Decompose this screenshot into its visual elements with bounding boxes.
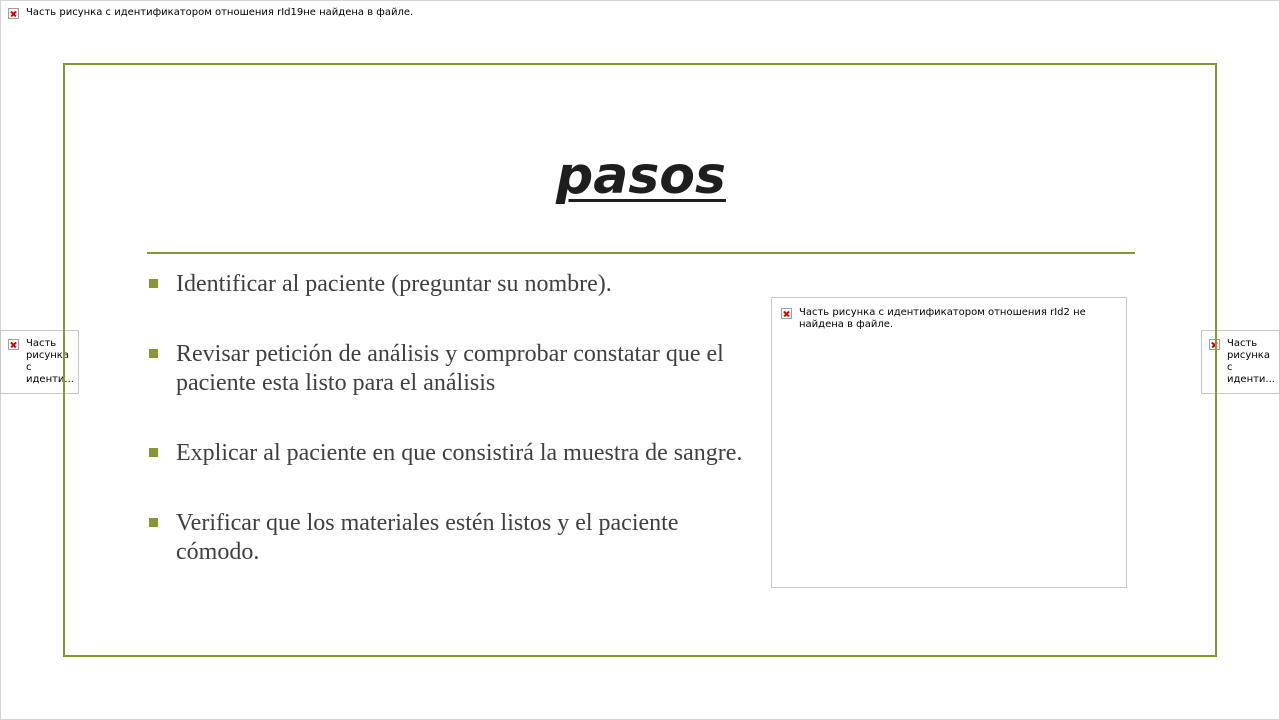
missing-image-message: Часть рисунка с иденти... xyxy=(26,338,74,385)
bullet-item xyxy=(147,509,747,567)
missing-image-message: Часть рисунка с идентификатором отношения rId2 не найдена в файле. xyxy=(799,307,1086,330)
missing-image-center xyxy=(771,297,1127,588)
square-bullet-icon xyxy=(149,349,158,358)
square-bullet-icon xyxy=(149,518,158,527)
bullet-text: Explicar al paciente en que consistirá la muestra de sangre. xyxy=(176,440,743,466)
square-bullet-icon xyxy=(149,448,158,457)
square-bullet-icon xyxy=(149,279,158,288)
missing-image-top xyxy=(0,0,640,24)
broken-image-icon xyxy=(781,308,792,319)
missing-image-message: Часть рисунка с идентификатором отношения rId19не найдена в файле. xyxy=(26,7,414,18)
bullet-text: Verificar que los materiales estén listos y el paciente cómodo. xyxy=(176,510,679,565)
title-divider xyxy=(147,252,1135,254)
bullet-item xyxy=(147,439,747,468)
bullet-text: Identificar al paciente (preguntar su nombre). xyxy=(176,271,612,297)
bullet-item xyxy=(147,340,747,398)
bullet-text: Revisar petición de análisis y comprobar constatar que el paciente esta listo para el análisis xyxy=(176,341,724,396)
slide-title: pasos xyxy=(556,146,726,206)
broken-image-icon xyxy=(8,339,19,350)
missing-image-message: Часть рисунка с иденти... xyxy=(1227,338,1275,385)
bullet-list xyxy=(147,270,747,567)
bullet-item xyxy=(147,270,747,299)
broken-image-icon xyxy=(8,8,19,19)
